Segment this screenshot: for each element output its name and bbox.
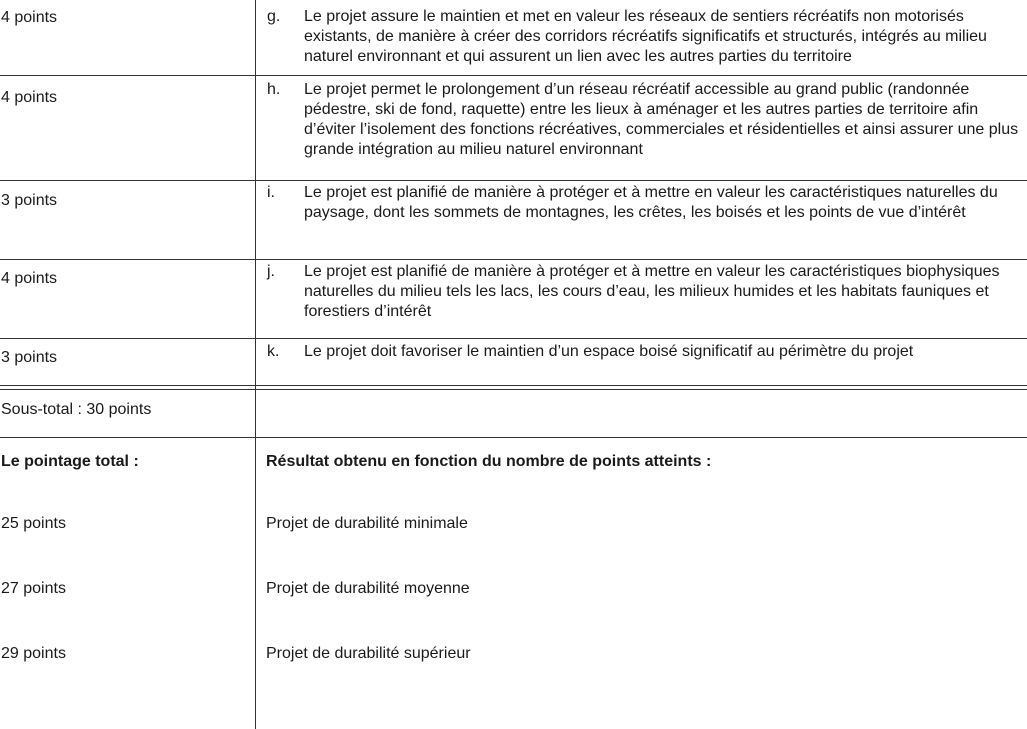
criterion-text: Le projet permet le prolongement d’un réseau récréatif accessible au grand public (randonnée pédestre, ski de fond, raquette) entre les lieux à aménager et les autres parties de territoire afin d’éviter l’isolement des fonctions récréatives, commerciales et résidentielles et ainsi assurer une plus grande intégration au milieu naturel environnant (304, 81, 1019, 158)
criterion-text: Le projet assure le maintien et met en valeur les réseaux de sentiers récréatifs non motorisés existants, de manière à créer des corridors récréatifs significatifs et structurés, intégrés au milieu naturel environnant et qui assurent un lien avec les autres parties du territoire (304, 8, 987, 65)
result-heading: Résultat obtenu en fonction du nombre de points atteints : (266, 453, 712, 470)
criterion-text: Le projet est planifié de manière à protéger et à mettre en valeur les caractéristiques naturelles du paysage, dont les sommets de montagnes, les crêtes, les boisés et les points de vue d’intérêt (304, 184, 998, 221)
criterion-letter: i. (267, 184, 275, 201)
criterion-points: 4 points (1, 270, 58, 287)
row-divider (0, 259, 1027, 260)
criterion-letter: j. (267, 263, 275, 280)
criterion-text: Le projet est planifié de manière à protéger et à mettre en valeur les caractéristiques biophysiques naturelles du milieu tels les lacs, les cours d’eau, les milieux humides et les habitats fauniques et forestiers d’intérêt (304, 263, 1000, 320)
row-divider (0, 75, 1027, 76)
total-points: 29 points (1, 645, 66, 662)
row-divider (0, 338, 1027, 339)
total-heading: Le pointage total : (1, 453, 139, 470)
criterion-letter: k. (267, 343, 280, 360)
column-divider (255, 0, 256, 729)
total-points: 27 points (1, 580, 66, 597)
subtotal-label: Sous-total : 30 points (1, 401, 152, 418)
result-label: Projet de durabilité supérieur (266, 645, 471, 662)
criterion-letter: h. (267, 81, 281, 98)
criterion-points: 3 points (1, 192, 58, 209)
row-divider (0, 180, 1027, 181)
criterion-letter: g. (267, 8, 281, 25)
total-points: 25 points (1, 515, 66, 532)
result-label: Projet de durabilité minimale (266, 515, 468, 532)
row-divider (0, 437, 1027, 438)
row-divider (0, 385, 1027, 386)
row-divider (0, 389, 1027, 390)
criterion-text: Le projet doit favoriser le maintien d’un espace boisé significatif au périmètre du projet (304, 343, 914, 360)
criterion-points: 3 points (1, 349, 58, 366)
criterion-points: 4 points (1, 89, 58, 106)
criterion-points: 4 points (1, 9, 58, 26)
result-label: Projet de durabilité moyenne (266, 580, 470, 597)
